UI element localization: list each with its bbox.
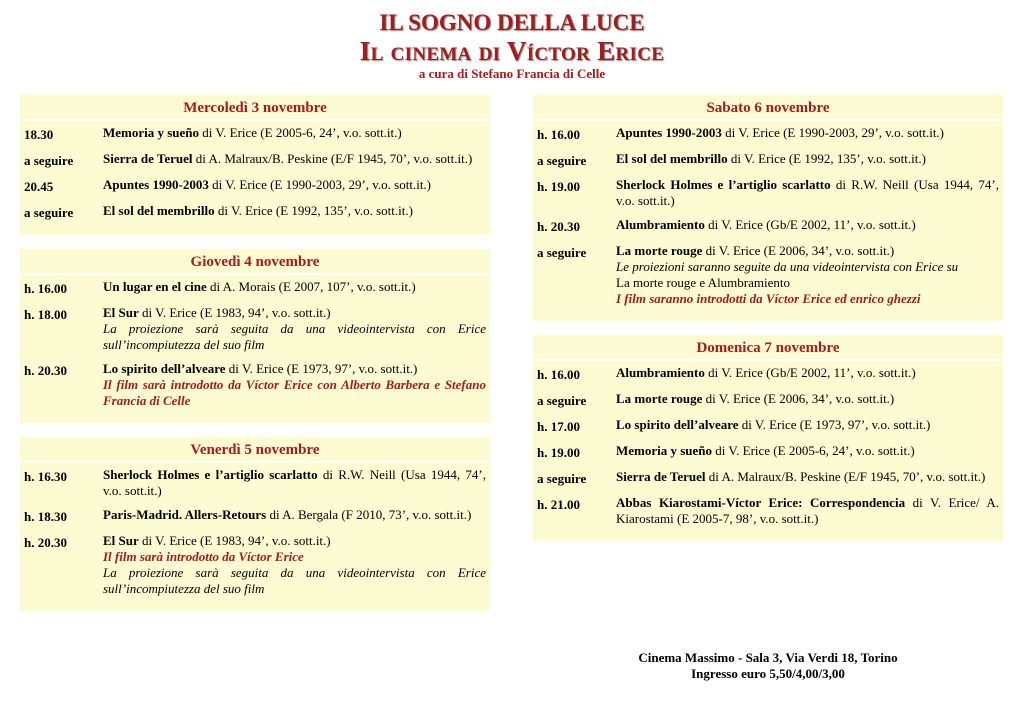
interview-note: La proiezione sarà seguita da una videointervista con Erice sull’incompiutezza del suo film <box>103 321 486 352</box>
screening-row <box>20 361 490 409</box>
screening-row <box>20 203 490 221</box>
film-details: di V. Erice (E 1973, 97’, v.o. sott.it.) <box>738 417 931 432</box>
screening-row <box>533 495 1003 527</box>
screening-row <box>20 279 490 297</box>
venue-info <box>533 650 1003 682</box>
introduction-note: Il film sarà introdotto da Víctor Erice con Alberto Barbera e Stefano Francia di Celle <box>103 377 486 408</box>
screening-row <box>533 365 1003 383</box>
screening-row <box>533 177 1003 209</box>
film-title: El sol del membrillo <box>103 203 215 218</box>
curator-line: a cura di Stefano Francia di Celle <box>418 66 606 81</box>
screening-row <box>533 469 1003 487</box>
screening-description <box>616 217 999 235</box>
film-details: di V. Erice (E 1992, 135’, v.o. sott.it.) <box>214 203 413 218</box>
screening-description <box>103 507 486 525</box>
screening-row <box>20 177 490 195</box>
film-details: di R.W. Neill (Usa 1944, 74’, v.o. sott.it.) <box>103 467 486 498</box>
film-details: di V. Erice (Gb/E 2002, 11’, v.o. sott.it.) <box>704 365 916 380</box>
film-details: di V. Erice (E 1983, 94’, v.o. sott.it.) <box>138 305 331 320</box>
film-title: La morte rouge <box>616 243 703 258</box>
screening-row <box>533 443 1003 461</box>
film-details: di A. Morais (E 2007, 107’, v.o. sott.it.) <box>206 279 416 294</box>
film-title: El sol del membrillo <box>616 151 728 166</box>
day-block <box>20 437 490 611</box>
screening-row <box>20 125 490 143</box>
screening-description <box>616 243 999 307</box>
main-title: IL SOGNO DELLA LUCE <box>379 10 645 35</box>
introduction-note: Il film sarà introdotto da Víctor Erice <box>103 549 304 564</box>
screening-description <box>616 365 999 383</box>
screening-description <box>616 125 999 143</box>
film-details: di A. Malraux/B. Peskine (E/F 1945, 70’, v.o. sott.it.) <box>705 469 986 484</box>
screening-time: h. 21.00 <box>537 497 580 512</box>
screening-time: h. 16.00 <box>537 367 580 382</box>
screening-description <box>103 177 486 195</box>
film-title: La morte rouge <box>616 391 703 406</box>
day-block <box>533 95 1003 321</box>
day-title: Domenica 7 novembre <box>533 335 1003 361</box>
note-films: La morte rouge e Alumbramiento <box>616 275 791 290</box>
film-details: di V. Erice/ A. Kiarostami (E 2005-7, 98’, v.o. sott.it.) <box>616 495 999 526</box>
film-title: Sherlock Holmes e l’artiglio scarlatto <box>103 467 318 482</box>
ticket-price: Ingresso euro 5,50/4,00/3,00 <box>691 666 845 681</box>
screening-description <box>616 177 999 209</box>
screening-time: a seguire <box>537 153 587 168</box>
film-title: Sierra de Teruel <box>616 469 706 484</box>
screening-time: a seguire <box>24 205 74 220</box>
screening-time: h. 18.30 <box>24 509 67 524</box>
film-title: Sherlock Holmes e l’artiglio scarlatto <box>616 177 831 192</box>
screening-time: h. 19.00 <box>537 445 580 460</box>
film-title: Sierra de Teruel <box>103 151 193 166</box>
screening-time: h. 19.00 <box>537 179 580 194</box>
sub-title: Il cinema di Víctor Erice <box>359 36 665 66</box>
interview-note: La proiezione sarà seguita da una videointervista con Erice sull’incompiutezza del suo film <box>103 565 486 596</box>
screening-time: h. 18.00 <box>24 307 67 322</box>
film-details: di A. Bergala (F 2010, 73’, v.o. sott.it.) <box>266 507 472 522</box>
screening-time: h. 20.30 <box>24 535 67 550</box>
screening-row <box>20 533 490 597</box>
film-title: Memoria y sueño <box>103 125 200 140</box>
film-details: di V. Erice (E 2006, 34’, v.o. sott.it.) <box>702 391 895 406</box>
film-title: Paris-Madrid. Allers-Retours <box>103 507 267 522</box>
screening-description <box>616 495 999 527</box>
screening-time: h. 20.30 <box>24 363 67 378</box>
page-header <box>0 10 1024 82</box>
day-title: Venerdì 5 novembre <box>20 437 490 463</box>
screening-row <box>533 417 1003 435</box>
introduction-note: I film saranno introdotti da Víctor Erice ed enrico ghezzi <box>616 291 921 306</box>
screening-description <box>616 151 999 169</box>
film-title: Apuntes 1990-2003 <box>616 125 722 140</box>
screening-time: h. 16.00 <box>24 281 67 296</box>
screening-description <box>103 305 486 353</box>
screening-row <box>533 243 1003 307</box>
screening-description <box>616 417 999 435</box>
day-title: Giovedì 4 novembre <box>20 249 490 275</box>
film-details: di V. Erice (E 2006, 34’, v.o. sott.it.) <box>702 243 895 258</box>
screening-description <box>103 125 486 143</box>
screening-description <box>103 361 486 409</box>
interview-note: Le proiezioni saranno seguite da una videointervista con Erice su <box>616 259 959 274</box>
film-details: di V. Erice (E 2005-6, 24’, v.o. sott.it.) <box>199 125 402 140</box>
film-title: Un lugar en el cine <box>103 279 207 294</box>
screening-time: a seguire <box>24 153 74 168</box>
film-title: Memoria y sueño <box>616 443 713 458</box>
right-column <box>533 95 1003 555</box>
film-details: di A. Malraux/B. Peskine (E/F 1945, 70’, v.o. sott.it.) <box>192 151 473 166</box>
screening-row <box>533 151 1003 169</box>
screening-time: h. 17.00 <box>537 419 580 434</box>
screening-time: h. 16.00 <box>537 127 580 142</box>
screening-time: a seguire <box>537 471 587 486</box>
screening-description <box>103 203 486 221</box>
screening-row <box>533 391 1003 409</box>
screening-description <box>616 443 999 461</box>
film-title: Lo spirito dell’alveare <box>616 417 739 432</box>
screening-description <box>103 467 486 499</box>
day-title: Sabato 6 novembre <box>533 95 1003 121</box>
film-title: El Sur <box>103 533 139 548</box>
day-title: Mercoledì 3 novembre <box>20 95 490 121</box>
screening-row <box>533 125 1003 143</box>
screening-description <box>616 391 999 409</box>
day-block <box>20 95 490 235</box>
screening-description <box>103 533 486 597</box>
film-title: Apuntes 1990-2003 <box>103 177 209 192</box>
screening-row <box>533 217 1003 235</box>
film-title: Alumbramiento <box>616 217 705 232</box>
film-title: Alumbramiento <box>616 365 705 380</box>
screening-time: a seguire <box>537 245 587 260</box>
screening-time: h. 16.30 <box>24 469 67 484</box>
screening-description <box>616 469 999 487</box>
venue-address: Cinema Massimo - Sala 3, Via Verdi 18, Torino <box>638 650 898 665</box>
screening-description <box>103 151 486 169</box>
film-title: Lo spirito dell’alveare <box>103 361 226 376</box>
screening-time: 20.45 <box>24 179 54 194</box>
film-details: di V. Erice (E 1990-2003, 29’, v.o. sott.it.) <box>721 125 945 140</box>
film-details: di R.W. Neill (Usa 1944, 74’, v.o. sott.it.) <box>616 177 999 208</box>
film-details: di V. Erice (Gb/E 2002, 11’, v.o. sott.it.) <box>704 217 916 232</box>
film-details: di V. Erice (E 1990-2003, 29’, v.o. sott.it.) <box>208 177 432 192</box>
screening-time: 18.30 <box>24 127 54 142</box>
film-title: El Sur <box>103 305 139 320</box>
film-details: di V. Erice (E 1992, 135’, v.o. sott.it.) <box>727 151 926 166</box>
screening-time: a seguire <box>537 393 587 408</box>
screening-row <box>20 151 490 169</box>
film-details: di V. Erice (E 1983, 94’, v.o. sott.it.) <box>138 533 331 548</box>
film-title: Abbas Kiarostami-Víctor Erice: Correspondencia <box>616 495 906 510</box>
screening-description <box>103 279 486 297</box>
day-block <box>533 335 1003 541</box>
left-column <box>20 95 490 625</box>
screening-time: h. 20.30 <box>537 219 580 234</box>
film-details: di V. Erice (E 1973, 97’, v.o. sott.it.) <box>225 361 418 376</box>
screening-row <box>20 305 490 353</box>
screening-row <box>20 467 490 499</box>
screening-row <box>20 507 490 525</box>
film-details: di V. Erice (E 2005-6, 24’, v.o. sott.it.) <box>712 443 915 458</box>
day-block <box>20 249 490 423</box>
